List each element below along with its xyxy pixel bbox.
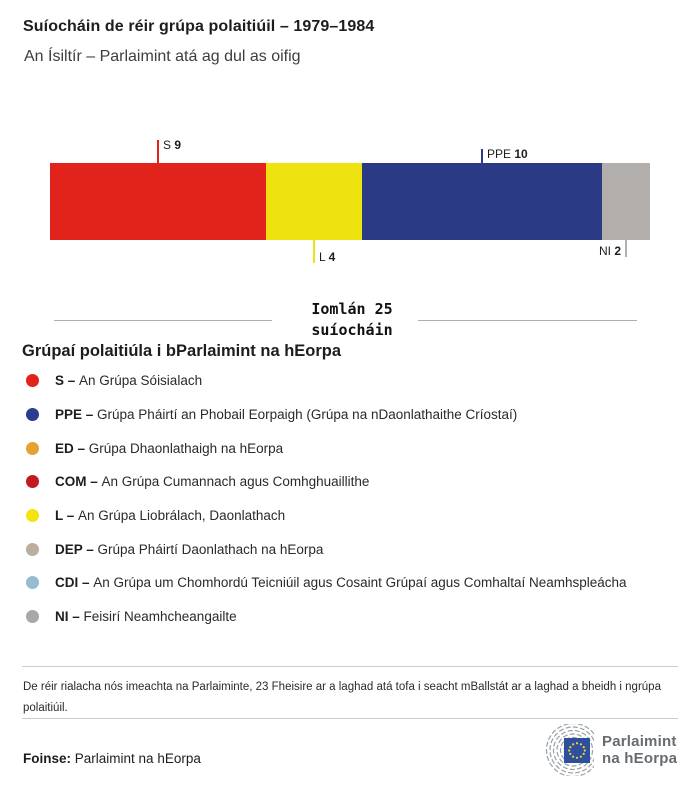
bar-label-seats: 4 xyxy=(328,250,336,264)
bar-segment-ppe xyxy=(362,163,602,240)
bar-label-code: NI xyxy=(598,244,615,258)
bar-label-code: L xyxy=(319,250,329,264)
legend-item-s xyxy=(26,364,627,398)
legend-label-cdi: CDI – An Grúpa um Chomhordú Teicniúil agus Cosaint Grúpaí agus Comhaltaí Neamhspleácha xyxy=(55,575,627,591)
legend-label-com: COM – An Grúpa Cumannach agus Comhghuaillithe xyxy=(55,474,370,490)
hemicycle-logo-icon xyxy=(524,724,594,776)
ep-logo-text xyxy=(602,733,677,767)
legend-label-l: L – An Grúpa Liobrálach, Daonlathach xyxy=(55,508,286,524)
source-line xyxy=(23,751,201,766)
page-title: Suíocháin de réir grúpa polaitiúil – 1979–1984 xyxy=(23,18,375,35)
bar-tick-ppe xyxy=(481,149,483,163)
bar-segment-s xyxy=(50,163,266,240)
bar-label-ppe xyxy=(487,147,528,161)
bar-label-seats: 9 xyxy=(174,138,182,152)
ep-logo-line-1: Parlaimint xyxy=(602,733,677,750)
legend-dot-com xyxy=(26,475,39,488)
bar-label-s xyxy=(163,138,181,152)
bar-label-seats: 10 xyxy=(514,147,528,161)
bar-label-l xyxy=(319,250,335,264)
bar-label-ni xyxy=(599,244,621,258)
footnote: De réir rialacha nós imeachta na Parlaiminte, 23 Fheisire ar a laghad atá tofa i seacht mBallstát ar a laghad a bheidh i ngrúpa polaitiúil. xyxy=(23,681,661,714)
legend-heading: Grúpaí polaitiúla i bParlaimint na hEorpa xyxy=(22,342,342,360)
bar-tick-l xyxy=(313,240,315,263)
source-value: Parlaimint na hEorpa xyxy=(74,751,201,766)
legend-dot-l xyxy=(26,509,39,522)
source-label: Foinse: xyxy=(23,751,72,766)
bar-tick-ni xyxy=(625,240,627,257)
legend-label-ed: ED – Grúpa Dhaonlathaigh na hEorpa xyxy=(55,440,284,456)
divider-bottom xyxy=(22,718,678,719)
page-subtitle: An Ísiltír – Parlaimint atá ag dul as oifig xyxy=(24,48,301,65)
divider-top xyxy=(22,666,678,667)
bar-label-seats: 2 xyxy=(614,244,621,258)
ep-logo-line-2: na hEorpa xyxy=(602,750,678,767)
legend-dot-ed xyxy=(26,442,39,455)
bar-segment-l xyxy=(266,163,362,240)
total-seats-label xyxy=(277,299,427,341)
total-line-1: Iomlán 25 xyxy=(311,300,393,318)
legend-dot-s xyxy=(26,374,39,387)
total-rule-right xyxy=(418,320,637,321)
legend xyxy=(26,364,627,634)
legend-dot-cdi xyxy=(26,576,39,589)
legend-label-ppe: PPE – Grúpa Pháirtí an Phobail Eorpaigh (Grúpa na nDaonlathaithe Críostaí) xyxy=(55,407,518,423)
legend-item-ed xyxy=(26,431,627,465)
legend-dot-ni xyxy=(26,610,39,623)
bar-label-code: PPE xyxy=(487,147,515,161)
total-line-2: suíocháin xyxy=(311,321,393,339)
legend-item-dep xyxy=(26,532,627,566)
legend-item-com xyxy=(26,465,627,499)
legend-label-ni: NI – Feisirí Neamhcheangailte xyxy=(55,609,237,625)
ep-logo xyxy=(524,724,678,776)
stacked-seat-bar xyxy=(50,163,650,240)
bar-label-code: S xyxy=(163,138,175,152)
legend-item-ni xyxy=(26,600,627,634)
total-rule-left xyxy=(54,320,272,321)
legend-label-dep: DEP – Grúpa Pháirtí Daonlathach na hEorpa xyxy=(55,541,324,557)
bar-tick-s xyxy=(157,140,159,163)
legend-dot-ppe xyxy=(26,408,39,421)
legend-label-s: S – An Grúpa Sóisialach xyxy=(55,373,203,389)
legend-item-cdi xyxy=(26,566,627,600)
legend-item-ppe xyxy=(26,398,627,432)
eu-flag xyxy=(564,738,590,763)
bar-segment-ni xyxy=(602,163,650,240)
legend-item-l xyxy=(26,499,627,533)
legend-dot-dep xyxy=(26,543,39,556)
